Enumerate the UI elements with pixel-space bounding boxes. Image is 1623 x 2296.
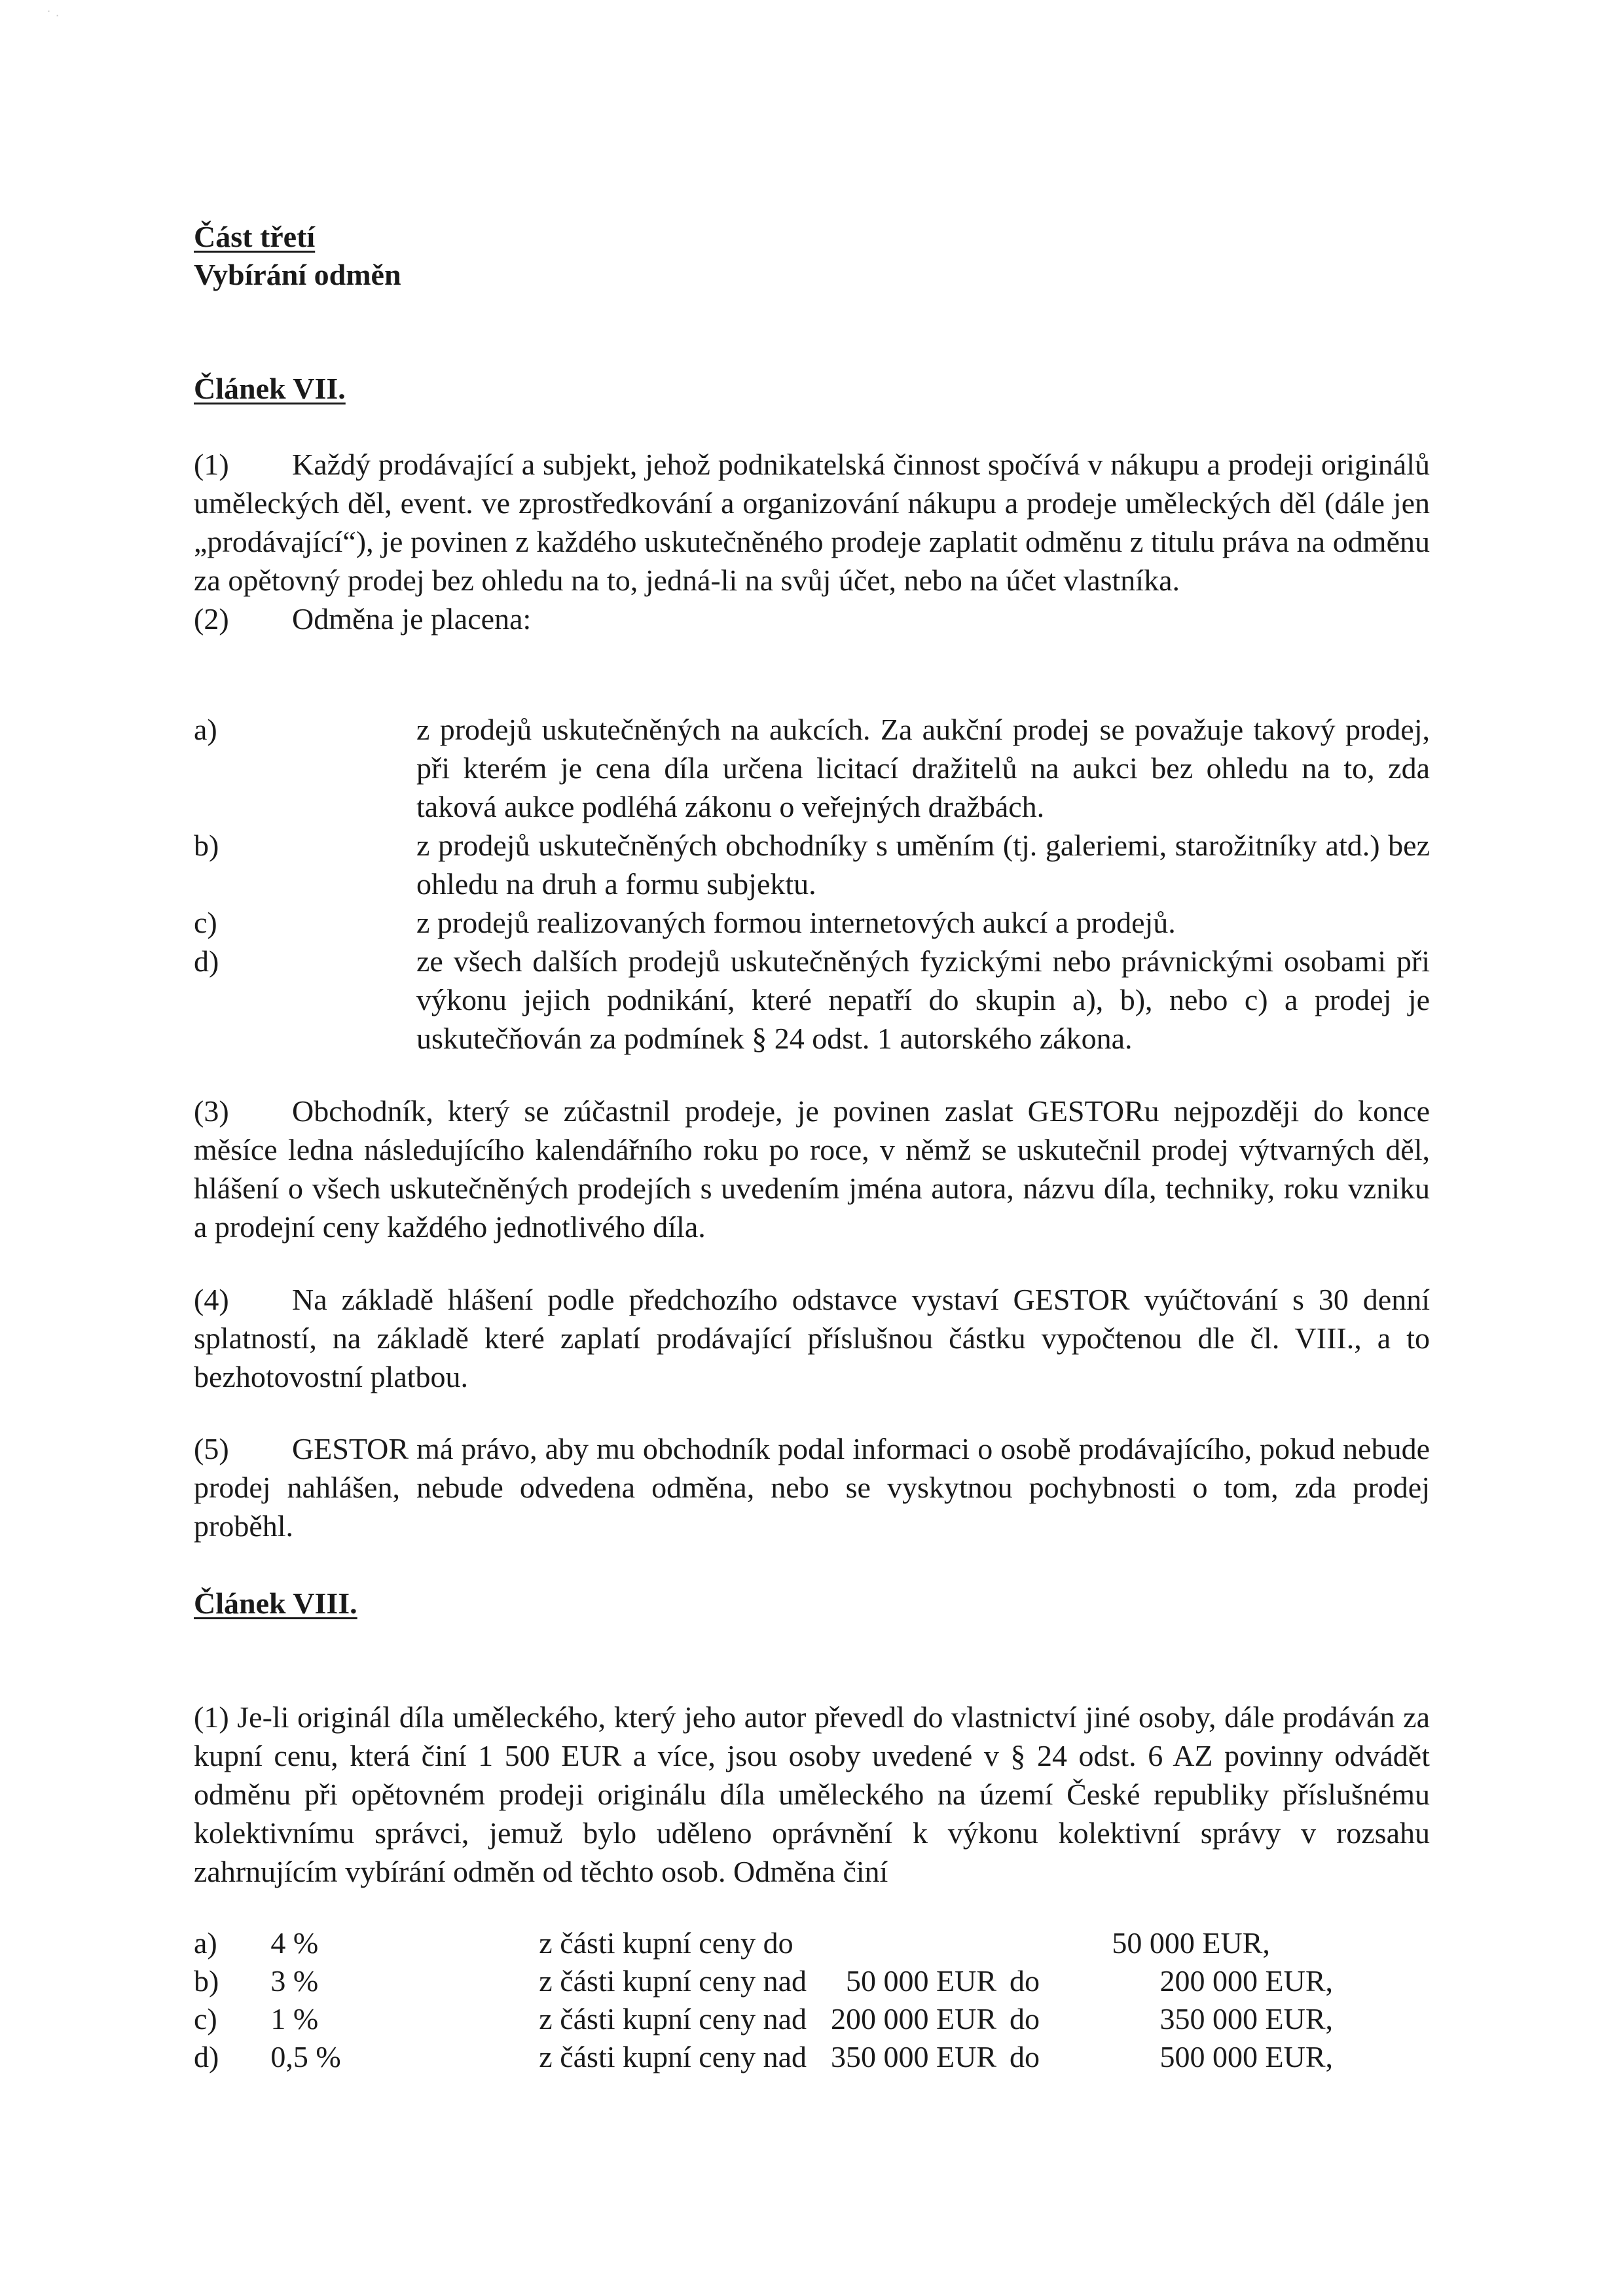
paragraph-5-content [194,1429,1430,1545]
rate-description: z části kupní ceny nad [539,1964,807,1998]
paragraph-number: (4) [194,1283,229,1316]
paragraph-text: GESTOR má právo, aby mu obchodník podal informaci o osobě prodávajícího, pokud nebude prodej nahlášen, nebude odvedena odměna, nebo se vyskytnou pochybnosti o tom, zda prodej proběhl. [194,1432,1430,1543]
paragraph-4 [194,1280,1430,1396]
table-row [194,1962,1333,2000]
rate-percent: 3 % [270,1964,319,1998]
paragraph-number: (1) [194,448,229,481]
rate-from: 350 000 EUR [831,2040,997,2073]
table-row [194,1924,1333,1962]
part-title: Část třetí [194,220,316,253]
article-7-body [194,445,1430,638]
rate-percent: 0,5 % [270,2040,341,2073]
paragraph-text: Odměna je placena: [292,602,532,636]
paragraph-3-content [194,1092,1430,1246]
rate-do: do [1010,2002,1040,2036]
rate-letter: c) [194,2002,217,2036]
list-item [194,710,1430,826]
paragraph-number: (1) [194,1700,229,1734]
paragraph-4-content [194,1280,1430,1396]
part-subtitle: Vybírání odměn [194,258,401,291]
paragraph-5 [194,1429,1430,1545]
rate-to: 500 000 EUR, [1159,2040,1333,2073]
list-text: z prodejů uskutečněných na aukcích. Za aukční prodej se považuje takový prodej, při kterém je cena díla určena licitací dražitelů na aukci bez ohledu na to, zda taková aukce podléhá zákonu o veřejných dražbách. [416,713,1430,823]
rate-to: 200 000 EUR, [1159,1964,1333,1998]
rate-letter: a) [194,1926,217,1960]
list-text: z prodejů uskutečněných obchodníky s uměním (tj. galeriemi, starožitníky atd.) bez ohledu na druh a formu subjektu. [416,829,1430,901]
article-8-paragraph-1 [194,1698,1430,1891]
paragraph-2 [194,600,1430,638]
rate-table [194,1924,1333,2076]
article-8-title: Článek VIII. [194,1587,357,1620]
paragraph-1 [194,445,1430,600]
paragraph-text: Na základě hlášení podle předchozího odstavce vystaví GESTOR vyúčtování s 30 denní splatností, na základě které zaplatí prodávající příslušnou částku vypočtenou dle čl. VIII., a to bezhotovostní platbou. [194,1283,1430,1393]
list-item [194,826,1430,903]
list-item [194,903,1430,942]
rate-from [826,1924,1010,1962]
rate-to: 50 000 EUR, [1112,1926,1270,1960]
paragraph-number: (2) [194,602,229,636]
paragraph-number: (5) [194,1432,229,1465]
payment-list-c [194,903,1430,942]
rate-percent: 4 % [270,1926,319,1960]
table-row [194,2000,1333,2038]
payment-list-b [194,826,1430,903]
list-letter: b) [194,829,219,862]
list-letter: a) [194,713,217,746]
rate-percent: 1 % [270,2002,319,2036]
rate-letter: b) [194,1964,219,1998]
paragraph-text: Každý prodávající a subjekt, jehož podnikatelská činnost spočívá v nákupu a prodeji originálů uměleckých děl, event. ve zprostředkování a organizování nákupu a prodeje uměleckých děl (dále jen „prodávající“), je povinen z každého uskutečněného prodeje zaplatit odměnu z titulu práva na odměnu za opětovný prodej bez ohledu na to, jedná-li na svůj účet, nebo na účet vlastníka. [194,448,1430,597]
paragraph-text: Obchodník, který se zúčastnil prodeje, je povinen zaslat GESTORu nejpozději do konce měsíce ledna následujícího kalendářního roku po roce, v němž se uskutečnil prodej výtvarných děl, hlášení o všech uskutečněných prodejích s uvedením jména autora, názvu díla, techniky, roku vzniku a prodejní ceny každého jednotlivého díla. [194,1094,1430,1244]
article-7-title: Článek VII. [194,372,346,405]
rate-letter: d) [194,2040,219,2073]
rate-description: z části kupní ceny nad [539,2002,807,2036]
list-letter: d) [194,944,219,978]
table-row [194,2038,1333,2076]
paragraph-text: Je-li originál díla uměleckého, který jeho autor převedl do vlastnictví jiné osoby, dále prodáván za kupní cenu, která činí 1 500 EUR a více, jsou osoby uvedené v § 24 odst. 6 AZ povinny odvádět odměnu při opětovném prodeji originálu díla uměleckého na území České republiky příslušnému kolektivnímu správci, jemuž bylo uděleno oprávnění k výkonu kolektivní správy v rozsahu zahrnujícím vybírání odměn od těchto osob. Odměna činí [194,1700,1430,1888]
list-text: ze všech dalších prodejů uskutečněných fyzickými nebo právnickými osobami při výkonu jejich podnikání, které nepatří do skupin a), b), nebo c) a prodej je uskutečňován za podmínek § 24 odst. 1 autorského zákona. [416,944,1430,1055]
paragraph-number: (3) [194,1094,229,1128]
list-text: z prodejů realizovaných formou internetových aukcí a prodejů. [416,906,1176,939]
rate-from: 200 000 EUR [831,2002,997,2036]
paragraph-3 [194,1092,1430,1246]
rate-do: do [1010,2040,1040,2073]
rate-from: 50 000 EUR [846,1964,997,1998]
scan-marks: ˙ · [46,9,60,23]
rate-to: 350 000 EUR, [1159,2002,1333,2036]
payment-list-d [194,942,1430,1058]
rate-description: z části kupní ceny do [539,1926,793,1960]
rate-do: do [1010,1964,1040,1998]
list-item [194,942,1430,1058]
rate-description: z části kupní ceny nad [539,2040,807,2073]
paragraph-1-content [194,1698,1430,1891]
payment-list [194,710,1430,826]
list-letter: c) [194,906,217,939]
rate-do [1010,1924,1112,1962]
